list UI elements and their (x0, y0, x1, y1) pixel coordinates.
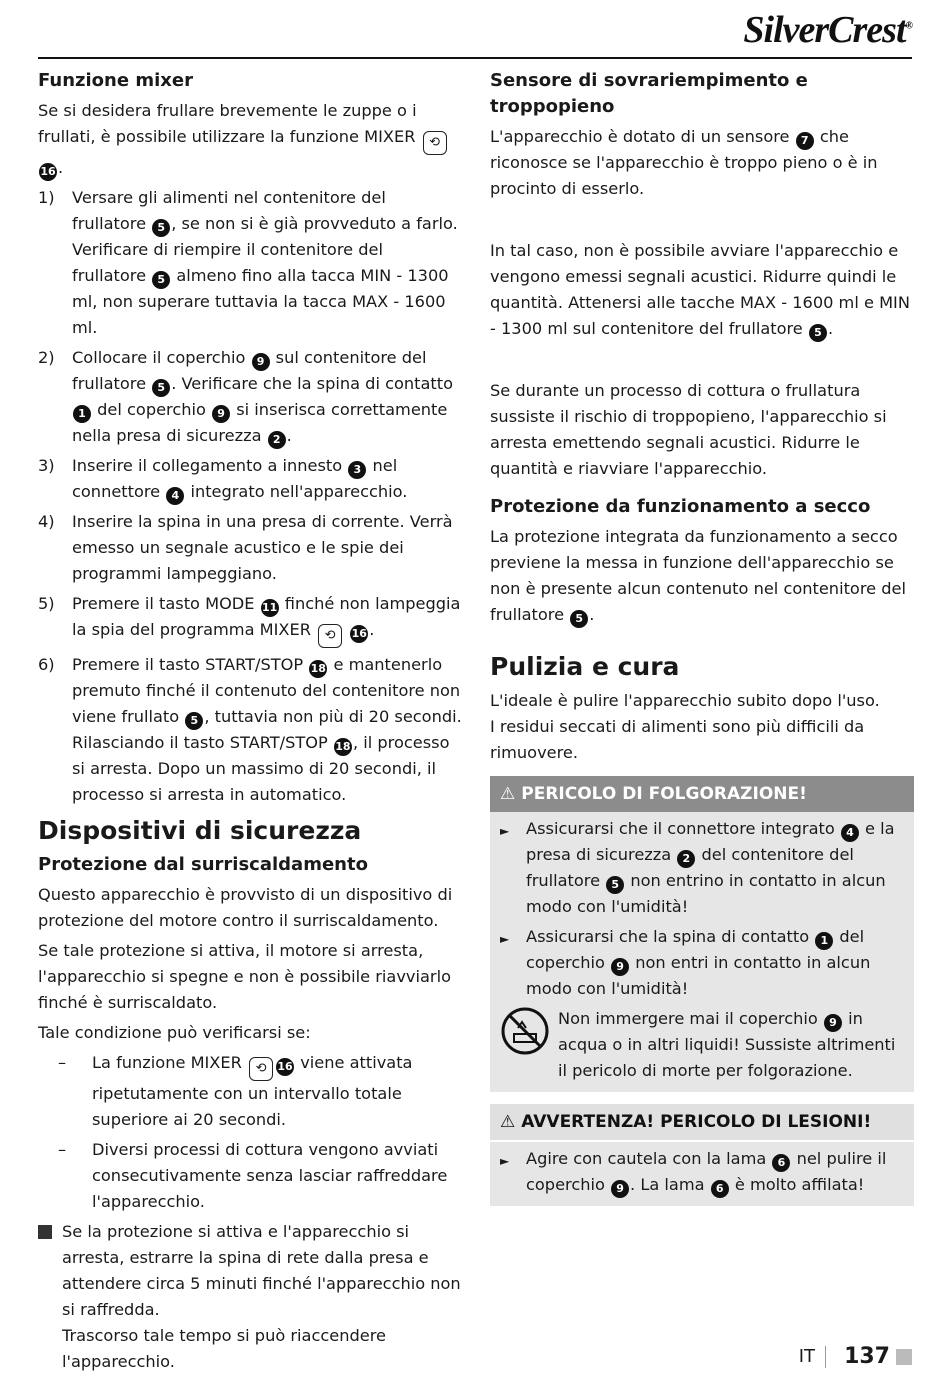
sensor-p2: In tal caso, non è possibile avviare l'apparecchio e vengono emessi segnali acustici. Ridurre quindi le quantità. Attenersi alle tacche MAX - 1600 ml e MIN - 1300 ml sul contenitore del frullatore 5 . (490, 238, 914, 342)
mixer-step (38, 453, 462, 505)
brand-logo: SilverCrest® (743, 9, 912, 51)
mixer-step (38, 345, 462, 449)
ref-number: 5 (152, 219, 170, 237)
no-immerse-icon (500, 1006, 550, 1056)
language-code: IT (798, 1346, 816, 1367)
clean-p2: I residui seccati di alimenti sono più difficili da rimuovere. (490, 717, 865, 762)
arrow-bullet-icon: ► (500, 932, 510, 946)
step-number: 2) (38, 348, 55, 367)
ref-number: 5 (809, 324, 827, 342)
condition-item: – Diversi processi di cottura vengono avviati consecutivamente senza lasciar raffreddare l'apparecchio. (58, 1140, 448, 1211)
overheat-p1: Questo apparecchio è provvisto di un dispositivo di protezione del motore contro il surriscaldamento. (38, 885, 453, 930)
page-footer (799, 1344, 912, 1370)
electric-warning-box (490, 776, 914, 1092)
mixer-icon: ⟲ (318, 624, 342, 648)
dry-p: La protezione integrata da funzionamento a secco previene la messa in funzione dell'apparecchio se non è presente alcun contenuto nel contenitore del frullatore 5 . (490, 524, 914, 628)
step-text: Collocare il coperchio 9 sul contenitore del frullatore 5 . Verificare che la spina di contatto 1 del coperchio 9 si inserisca correttamente nella presa di sicurezza 2 . (72, 345, 462, 449)
ref-number: 18 (309, 660, 327, 678)
overheat-heading: Protezione dal surriscaldamento (38, 854, 368, 875)
ref-number: 5 (570, 610, 588, 628)
page-number: 137 (844, 1344, 890, 1369)
mixer-icon: ⟲ (423, 131, 447, 155)
ref-number: 9 (611, 958, 629, 976)
no-immerse-note: Non immergere mai il coperchio 9 in acqua o in altri liquidi! Sussiste altrimenti il pericolo di morte per folgorazione. (490, 1002, 914, 1084)
mixer-step (38, 185, 462, 341)
safety-heading: Dispositivi di sicurezza (38, 816, 362, 845)
step-number: 3) (38, 456, 55, 475)
condition-item: – La funzione MIXER ⟲ 16 viene attivata ripetutamente con un intervallo totale superiore ai 20 secondi. (58, 1053, 413, 1129)
step-text: Versare gli alimenti nel contenitore del frullatore 5 , se non si è già provveduto a farlo. Verificare di riempire il contenitore del frullatore 5 almeno fino alla tacca MIN - 1300 ml, non superare tuttavia la tacca MAX - 1600 ml. (72, 188, 458, 337)
sensor-p1: L'apparecchio è dotato di un sensore 7 che riconosce se l'apparecchio è troppo pieno o è in procinto di esserlo. (490, 127, 878, 198)
ref-number: 5 (185, 712, 203, 730)
ref-number: 9 (252, 353, 270, 371)
arrow-bullet-icon: ► (500, 1154, 510, 1168)
electric-warning-header: ⚠ PERICOLO DI FOLGORAZIONE! (490, 776, 914, 812)
mixer-heading: Funzione mixer (38, 70, 193, 91)
warning-triangle-icon: ⚠ (500, 784, 516, 804)
ref-number: 5 (606, 876, 624, 894)
step-number: 5) (38, 594, 55, 613)
warning-bullet: ► Agire con cautela con la lama 6 nel pulire il coperchio 9 . La lama 6 è molto affilata! (490, 1142, 914, 1198)
ref-number: 11 (261, 599, 279, 617)
ref-number: 2 (677, 850, 695, 868)
ref-number: 18 (334, 738, 352, 756)
overheat-p2: Se tale protezione si attiva, il motore si arresta, l'apparecchio si spegne e non è possibile riavviarlo finché è surriscaldato. (38, 941, 451, 1012)
left-column (38, 68, 462, 1379)
step-number: 4) (38, 512, 55, 531)
warning-bullet: ► Assicurarsi che il connettore integrato 4 e la presa di sicurezza 2 del contenitore del frullatore 5 non entrino in contatto in alcun modo con l'umidità! (490, 812, 914, 920)
ref-number: 16 (350, 625, 368, 643)
mixer-step (38, 652, 462, 808)
ref-number: 6 (711, 1180, 729, 1198)
header-rule (38, 57, 912, 59)
step-text: Premere il tasto START/STOP 18 e mantenerlo premuto finché il contenuto del contenitore non viene frullato 5 , tuttavia non più di 20 secondi. Rilasciando il tasto START/STOP 18 , il processo si arresta. Dopo un massimo di 20 secondi, il processo si arresta in automatico. (72, 655, 462, 804)
dry-heading: Protezione da funzionamento a secco (490, 496, 871, 517)
mixer-step (38, 509, 462, 587)
step-text: Inserire la spina in una presa di corrente. Verrà emesso un segnale acustico e le spie dei programmi lampeggiano. (72, 512, 453, 583)
ref-number: 1 (73, 405, 91, 423)
injury-warning-box (490, 1104, 914, 1206)
ref-number: 4 (841, 824, 859, 842)
step-text: Inserire il collegamento a innesto 3 nel connettore 4 integrato nell'apparecchio. (72, 453, 462, 505)
injury-warning-header: ⚠ AVVERTENZA! PERICOLO DI LESIONI! (490, 1104, 914, 1142)
ref-number: 2 (268, 431, 286, 449)
arrow-bullet-icon: ► (500, 824, 510, 838)
ref-number: 5 (152, 271, 170, 289)
ref-number: 9 (611, 1180, 629, 1198)
ref-number: 9 (824, 1014, 842, 1032)
step-text: Premere il tasto MODE 11 finché non lampeggia la spia del programma MIXER ⟲ 16 . (72, 591, 462, 648)
ref-number: 1 (815, 932, 833, 950)
step-number: 1) (38, 188, 55, 207)
overheat-p3: Tale condizione può verificarsi se: (38, 1023, 311, 1042)
note-item: Se la protezione si attiva e l'apparecchio si arresta, estrarre la spina di rete dalla presa e attendere circa 5 minuti finché l'apparecchio non si raffredda. Trascorso tale tempo si può riaccendere l'apparecchio. (38, 1219, 462, 1375)
sensor-heading: Sensore di sovrariempimento e troppopieno (490, 70, 808, 117)
ref-number: 5 (152, 379, 170, 397)
ref-number: 4 (166, 487, 184, 505)
sensor-p3: Se durante un processo di cottura o frullatura sussiste il rischio di troppopieno, l'apparecchio si arresta emettendo segnali acustici. Ridurre le quantità e riavviare l'apparecchio. (490, 381, 887, 478)
mixer-icon: ⟲ (249, 1057, 273, 1081)
footer-block (896, 1349, 912, 1365)
ref-number: 16 (276, 1058, 294, 1076)
ref-number: 3 (348, 461, 366, 479)
clean-heading: Pulizia e cura (490, 652, 680, 681)
ref-number: 7 (796, 132, 814, 150)
square-bullet-icon (38, 1225, 52, 1239)
warning-triangle-icon: ⚠ (500, 1112, 516, 1132)
footer-separator (825, 1346, 826, 1368)
mixer-intro: Se si desidera frullare brevemente le zuppe o i frullati, è possibile utilizzare la funzione MIXER ⟲16 . (38, 98, 462, 181)
mixer-step (38, 591, 462, 648)
ref-number: 16 (39, 163, 57, 181)
ref-number: 9 (212, 405, 230, 423)
warning-bullet: ► Assicurarsi che la spina di contatto 1 del coperchio 9 non entri in contatto in alcun modo con l'umidità! (490, 920, 914, 1002)
ref-number: 6 (772, 1154, 790, 1172)
step-number: 6) (38, 655, 55, 674)
right-column (490, 68, 914, 1218)
clean-p1: L'ideale è pulire l'apparecchio subito dopo l'uso. (490, 691, 880, 710)
mixer-steps-list (38, 185, 462, 808)
